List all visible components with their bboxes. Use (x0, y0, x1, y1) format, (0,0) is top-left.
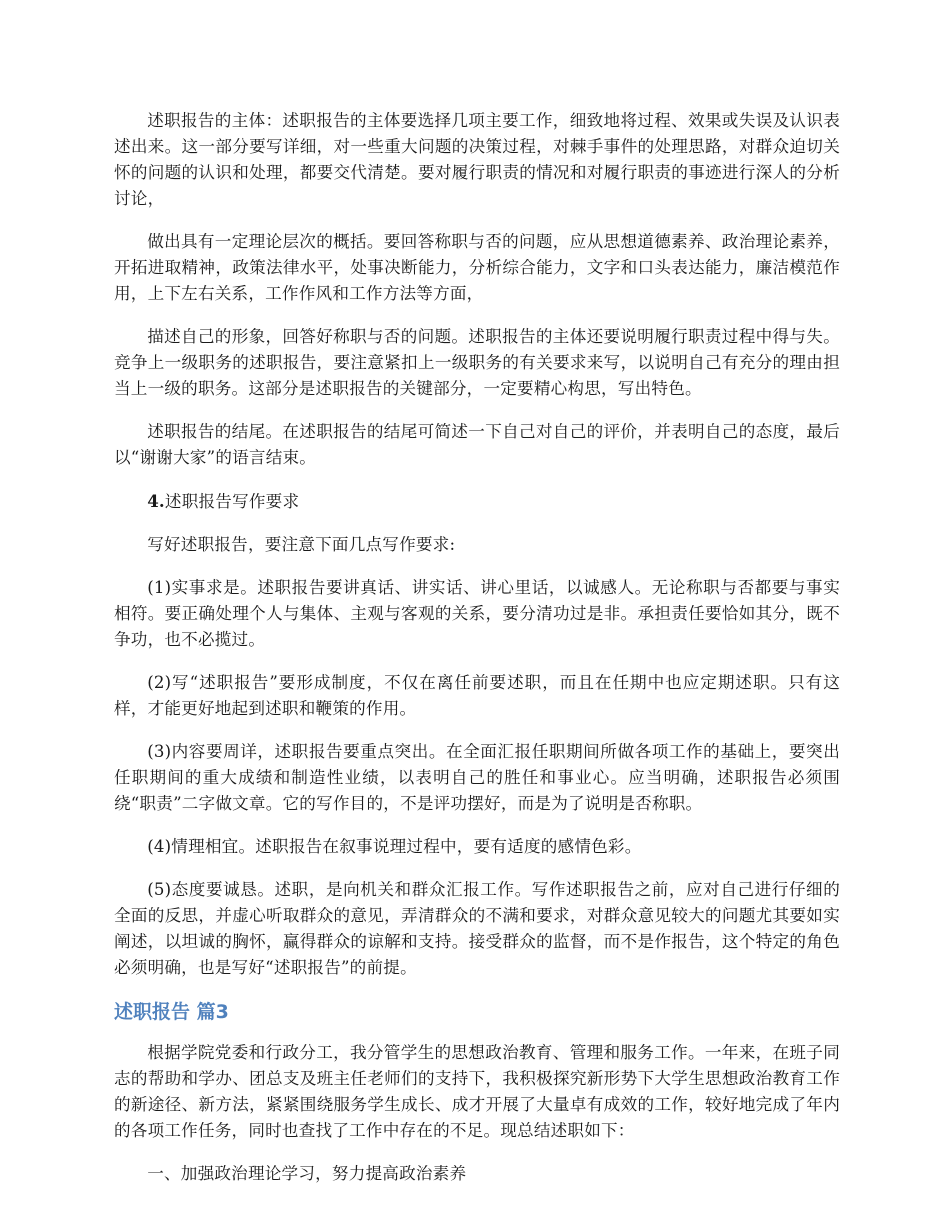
paragraph-requirement-4: (4)情理相宜。述职报告在叙事说理过程中，要有适度的感情色彩。 (147, 837, 642, 856)
paragraph-report-body: 述职报告的主体：述职报告的主体要选择几项主要工作，细致地将过程、效果或失误及认识表述出来。这一部分要写详细，对一些重大问题的决策过程，对棘手事件的处理思路，对群众迫切关怀的问题的认识和处理，都要交代清楚。要对履行职责的情况和对履行职责的事迹进行深人的分析讨论， (114, 111, 840, 208)
paragraph-requirement-1: (1)实事求是。述职报告要讲真话、讲实话、讲心里话，以诚感人。无论称职与否都要与事实相符。要正确处理个人与集体、主观与客观的关系，要分清功过是非。承担责任要恰如其分，既不争功，也不必揽过。 (114, 578, 840, 649)
paragraph-requirement-2: (2)写“述职报告”要形成制度，不仅在离任前要述职，而且在任期中也应定期述职。只有这样，才能更好地起到述职和鞭策的作用。 (114, 673, 840, 718)
subheading-text: 述职报告写作要求 (164, 492, 300, 511)
paragraph-requirements-intro: 写好述职报告，要注意下面几点写作要求: (147, 535, 456, 554)
subheading-writing-requirements (114, 488, 840, 515)
paragraph-section-point-1: 一、加强政治理论学习，努力提高政治素养 (147, 1164, 467, 1183)
paragraph-section-intro: 根据学院党委和行政分工，我分管学生的思想政治教育、管理和服务工作。一年来，在班子同志的帮助和学办、团总支及班主任老师们的支持下，我积极探究新形势下大学生思想政治教育工作的新途径、新方法，紧紧围绕服务学生成长、成才开展了大量卓有成效的工作，较好地完成了年内的各项工作任务，同时也查找了工作中存在的不足。现总结述职如下： (114, 1043, 840, 1140)
paragraph-requirement-3: (3)内容要周详，述职报告要重点突出。在全面汇报任职期间所做各项工作的基础上，要突出任职期间的重大成绩和制造性业绩，以表明自己的胜任和事业心。应当明确，述职报告必须围绕“职责”二字做文章。它的写作目的，不是评功摆好，而是为了说明是否称职。 (114, 742, 840, 813)
paragraph-theory-summary: 做出具有一定理论层次的概括。要回答称职与否的问题，应从思想道德素养、政治理论素养，开拓进取精神，政策法律水平，处事决断能力，分析综合能力，文字和口头表达能力，廉洁模范作用，上下左右关系，工作作风和工作方法等方面， (114, 232, 840, 303)
paragraph-requirement-5: (5)态度要诚恳。述职，是向机关和群众汇报工作。写作述职报告之前，应对自己进行仔细的全面的反思，并虚心听取群众的意见，弄清群众的不满和要求，对群众意见较大的问题尤其要如实阐述，以坦诚的胸怀，赢得群众的谅解和支持。接受群众的监督，而不是作报告，这个特定的角色必须明确，也是写好“述职报告”的前提。 (114, 880, 840, 977)
section-heading: 述职报告 篇3 (114, 1001, 229, 1023)
paragraph-self-image: 描述自己的形象，回答好称职与否的问题。述职报告的主体还要说明履行职责过程中得与失。竞争上一级职务的述职报告，要注意紧扣上一级职务的有关要求来写，以说明自己有充分的理由担当上一级的职务。这部分是述职报告的关键部分，一定要精心构思，写出特色。 (114, 327, 840, 398)
paragraph-report-ending: 述职报告的结尾。在述职报告的结尾可简述一下自己对自己的评价，并表明自己的态度，最后以“谢谢大家”的语言结束。 (114, 422, 840, 467)
subheading-number: 4. (147, 491, 165, 511)
document-page (114, 108, 840, 1204)
